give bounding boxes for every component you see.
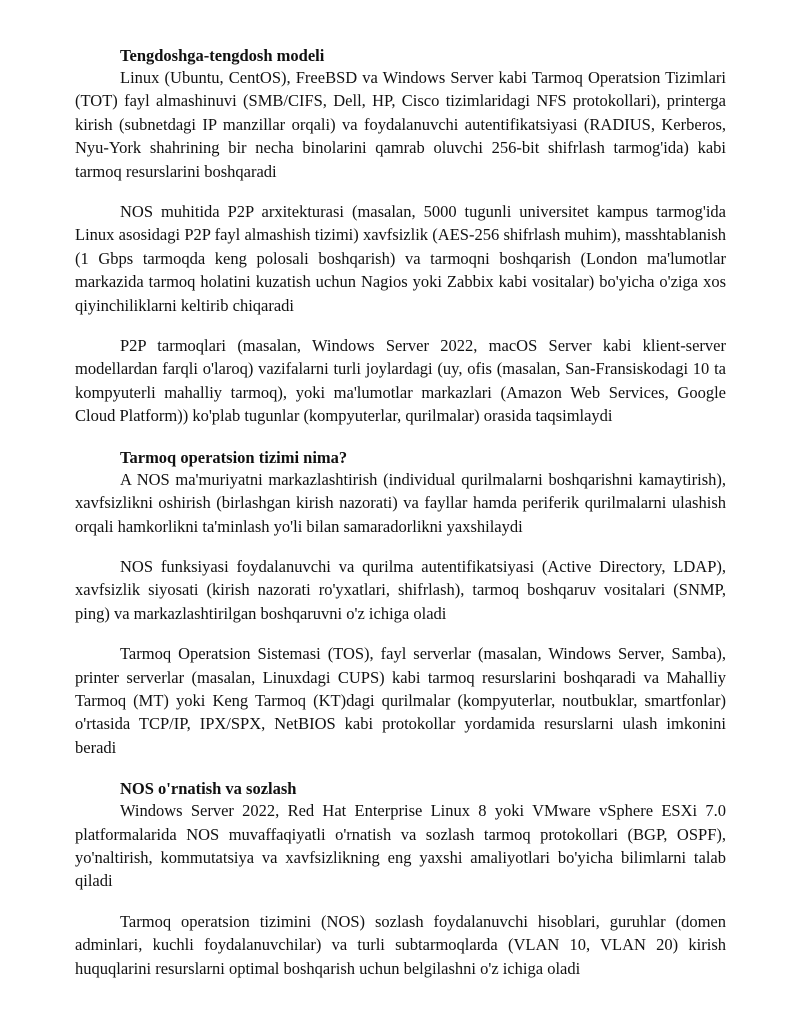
section-heading: NOS o'rnatish va sozlash: [120, 779, 297, 799]
section-nos-install: [75, 778, 726, 980]
paragraph: NOS muhitida P2P arxitekturasi (masalan, 5000 tugunli universitet kampus tarmog'ida Linux asosidagi P2P fayl almashish tizimi) xavfsizlik (AES-256 shifrlash muhim), masshtablanish (1 Gbps tarmoqda keng polosali boshqarish) va tarmoqni boshqarish (London ma'lumotlar markazida tarmoq holatini kuzatish uchun Nagios yoki Zabbix kabi vositalar) bo'yicha o'ziga xos qiyinchiliklarni keltirib chiqaradi: [75, 202, 726, 315]
paragraph: A NOS ma'muriyatni markazlashtirish (individual qurilmalarni boshqarishni kamaytirish), xavfsizlikni oshirish (birlashgan kirish nazorati) va fayllar hamda periferik qurilmalarni ulashish orqali hamkorlikni ta'minlash yo'li bilan samaradorlikni yaxshilaydi: [75, 469, 726, 536]
paragraph: Tarmoq Operatsion Sistemasi (TOS), fayl serverlar (masalan, Windows Server, Samba), printer serverlar (masalan, Linuxdagi CUPS) kabi tarmoq resurslarini boshqaradi va Mahalliy Tarmoq (MT) yoki Keng Tarmoq (KT)dagi qurilmalar (kompyuterlar, noutbuklar, smartfonlar) o'rtasida TCP/IP, IPX/SPX, NetBIOS kabi protokollar yordamida resurslarni ulash imkonini beradi: [75, 644, 726, 757]
paragraph: P2P tarmoqlari (masalan, Windows Server 2022, macOS Server kabi klient-server modellardan farqli o'laroq) vazifalarni turli joylardagi (uy, ofis (masalan, San-Fransiskodagi 10 ta kompyuterli mahalliy tarmoq), yoki ma'lumotlar markazlari (Amazon Web Services, Google Cloud Platform)) ko'plab tugunlar (kompyuterlar, qurilmalar) orasida taqsimlaydi: [75, 336, 726, 426]
section-heading: Tarmoq operatsion tizimi nima?: [120, 447, 348, 467]
paragraph: Linux (Ubuntu, CentOS), FreeBSD va Windows Server kabi Tarmoq Operatsion Tizimlari (TOT) fayl almashinuvi (SMB/CIFS, Dell, HP, Cisco tizimlaridagi NFS protokollari), printerga kirish (subnetdagi IP manzillar orqali) va foydalanuvchi autentifikatsiyasi (RADIUS, Kerberos, Nyu-York shahrining bir necha binolarini qamrab oluvchi 256-bit shifrlash tarmog'ida) kabi tarmoq resurslarini boshqaradi: [75, 68, 726, 181]
paragraph: Tarmoq operatsion tizimini (NOS) sozlash foydalanuvchi hisoblari, guruhlar (domen adminlari, kuchli foydalanuvchilar) va turli subtarmoqlarda (VLAN 10, VLAN 20) kirish huquqlarini resurslarni optimal boshqarish uchun belgilashni o'z ichiga oladi: [75, 911, 726, 978]
section-heading: Tengdoshga-tengdosh modeli: [120, 46, 325, 65]
paragraph: NOS funksiyasi foydalanuvchi va qurilma autentifikatsiyasi (Active Directory, LDAP), xavfsizlik siyosati (kirish nazorati ro'yxatlari, shifrlash), tarmoq boshqaruv vositalari (SNMP, ping) va markazlashtirilgan boshqaruvni o'z ichiga oladi: [75, 556, 726, 623]
paragraph: Windows Server 2022, Red Hat Enterprise Linux 8 yoki VMware vSphere ESXi 7.0 platformalarida NOS muvaffaqiyatli o'rnatish va sozlash tarmoq protokollari (BGP, OSPF), yo'naltirish, kommutatsiya va xavfsizlikning eng yaxshi amaliyotlari bo'yicha bilimlarni talab qiladi: [75, 801, 726, 891]
section-p2p-model: [75, 45, 726, 428]
section-what-is-nos: [75, 447, 726, 759]
document-page: [75, 45, 726, 980]
